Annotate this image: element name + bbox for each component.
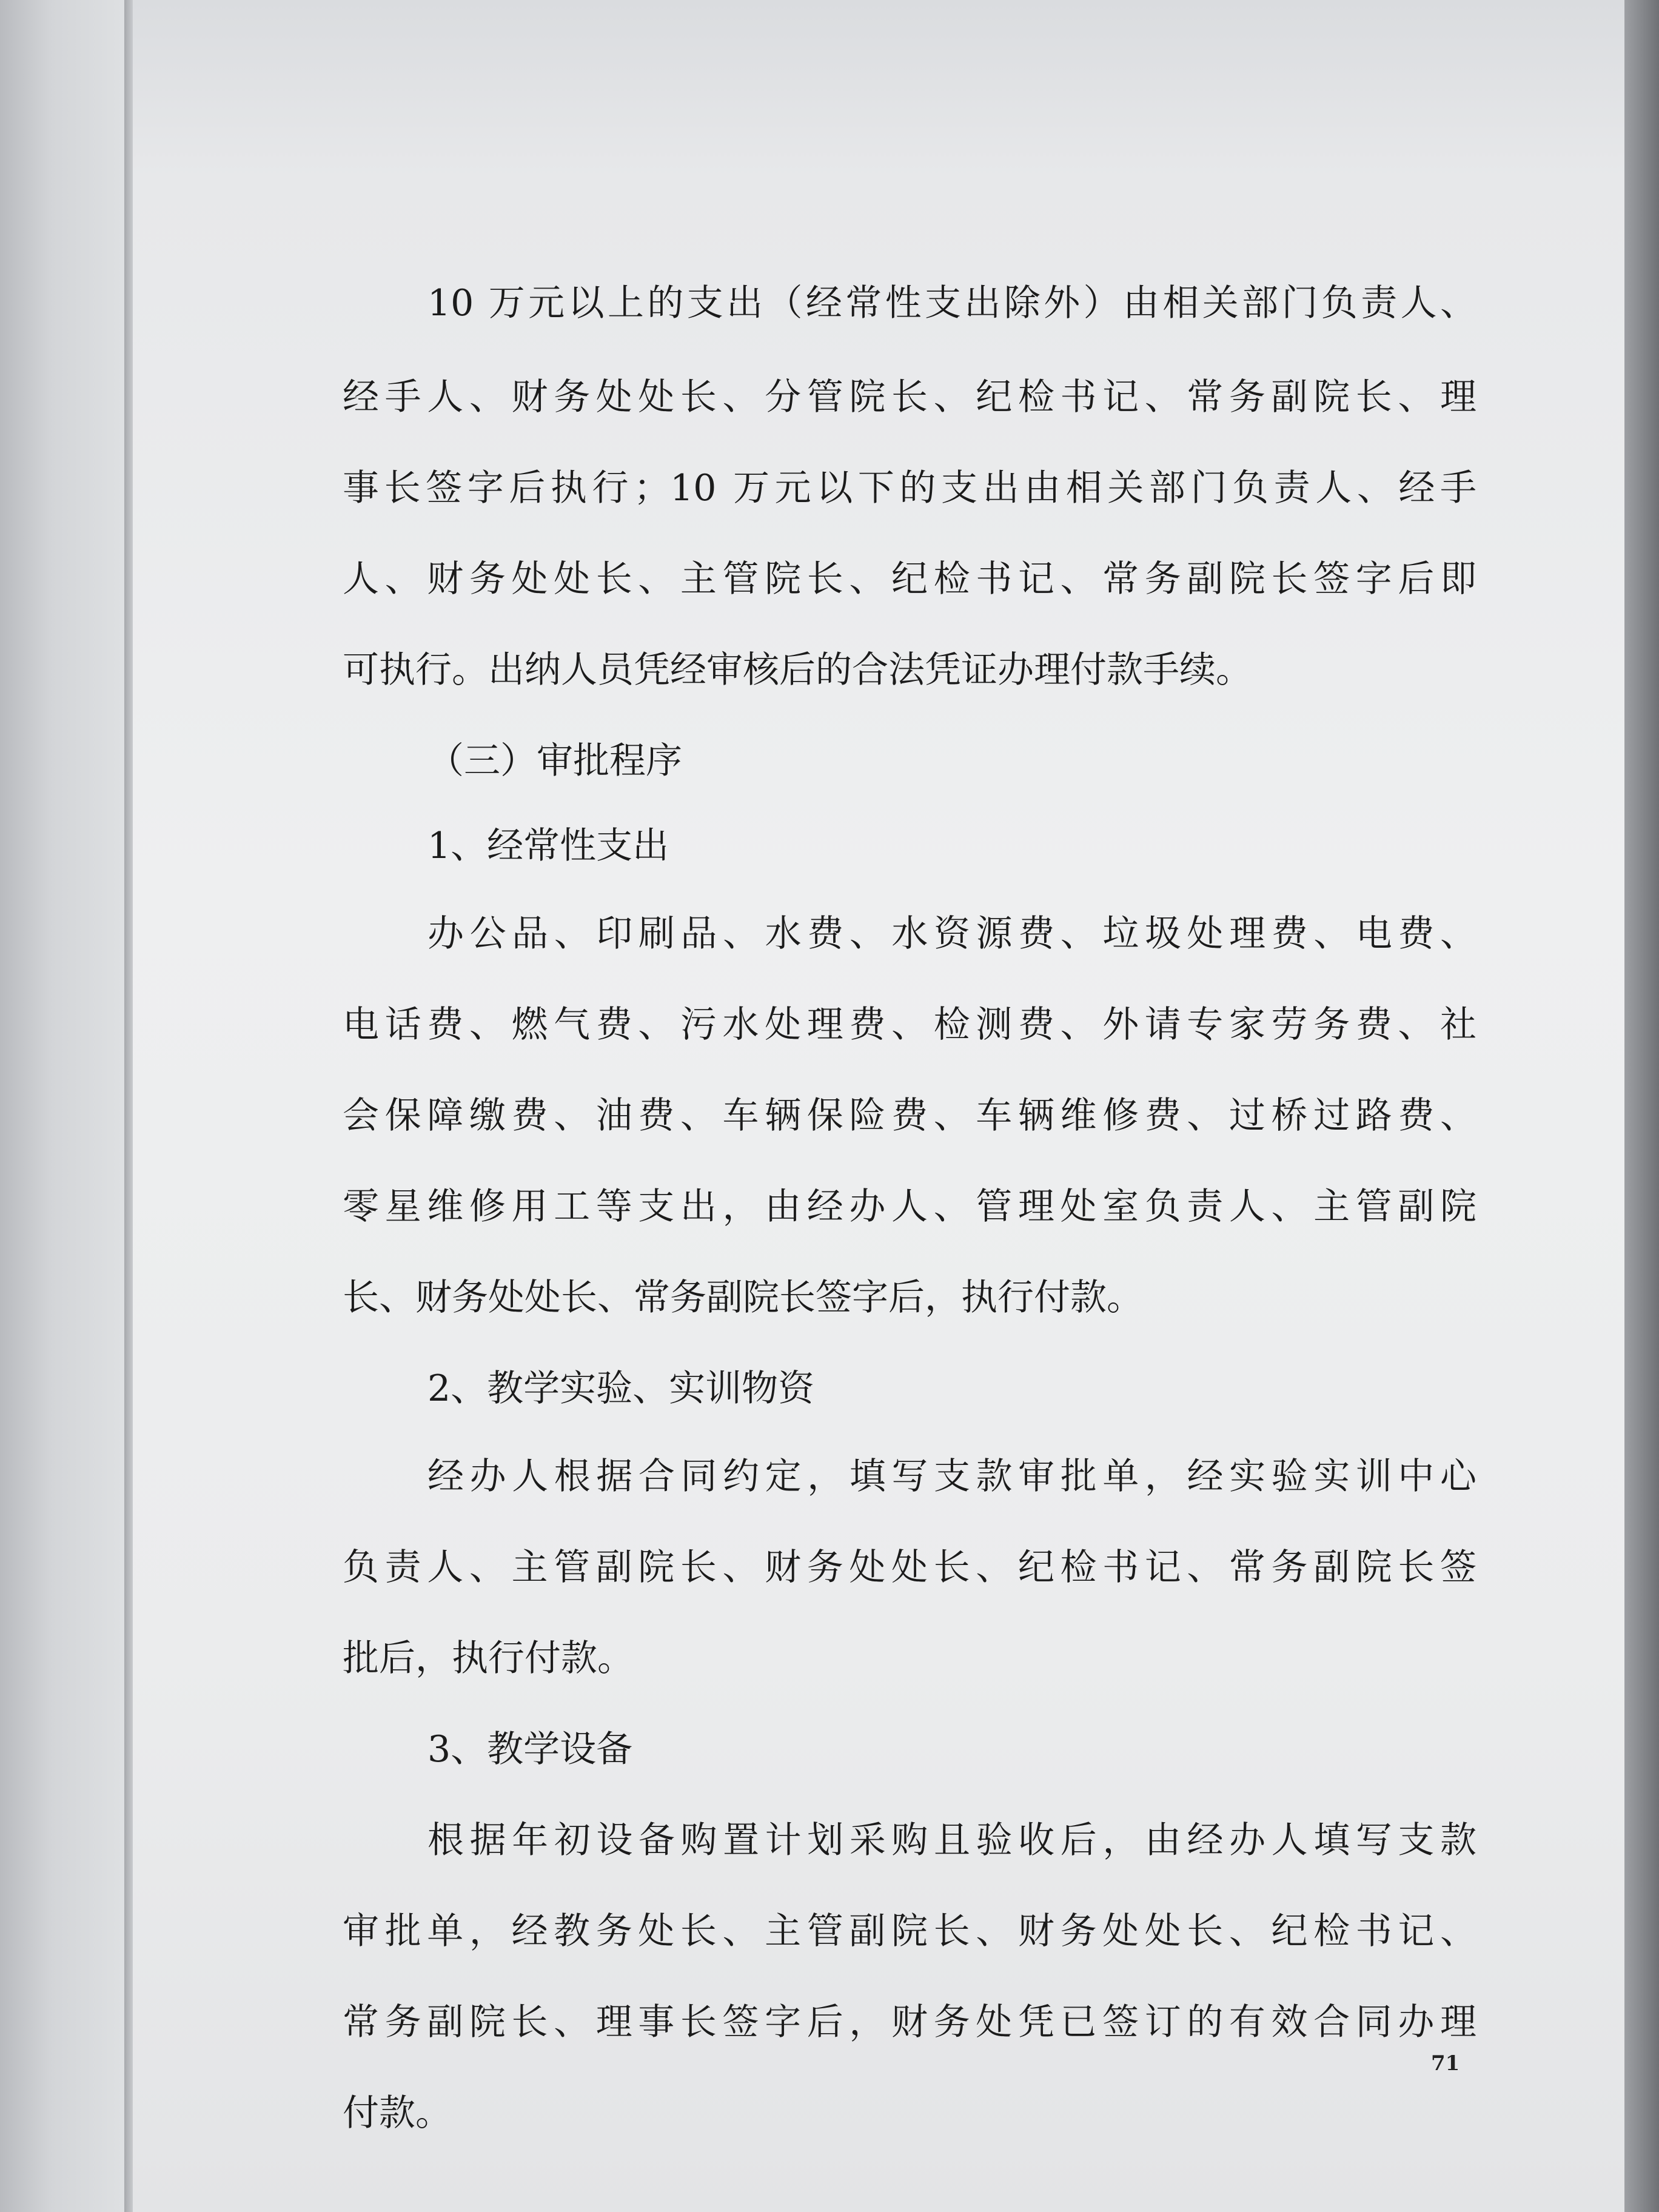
paragraph-1-line-1: 10 万元以上的支出（经常性支出除外）由相关部门负责人、: [427, 282, 1476, 324]
subheading-teaching-experiment-materials: 2、教学实验、实训物资: [427, 1367, 815, 1410]
paragraph-4-line-1: 根据年初设备购置计划采购且验收后，由经办人填写支款: [427, 1819, 1476, 1862]
paragraph-1-line-4: 人、财务处处长、主管院长、纪检书记、常务副院长签字后即: [343, 558, 1476, 600]
paragraph-2-line-5: 长、财务处处长、常务副院长签字后，执行付款。: [343, 1276, 1143, 1319]
paragraph-1-line-3: 事长签字后执行；10 万元以下的支出由相关部门负责人、经手: [343, 467, 1476, 509]
paragraph-2-line-4: 零星维修用工等支出，由经办人、管理处室负责人、主管副院: [343, 1185, 1476, 1228]
paragraph-2-line-1: 办公品、印刷品、水费、水资源费、垃圾处理费、电费、: [427, 913, 1476, 955]
page-number: 71: [1431, 2051, 1460, 2076]
section-heading-approval-procedure: （三）审批程序: [427, 740, 682, 782]
paragraph-1-line-2: 经手人、财务处处长、分管院长、纪检书记、常务副院长、理: [343, 376, 1476, 418]
paragraph-2-line-2: 电话费、燃气费、污水处理费、检测费、外请专家劳务费、社: [343, 1004, 1476, 1046]
paragraph-3-line-3: 批后，执行付款。: [343, 1637, 634, 1680]
subheading-teaching-equipment: 3、教学设备: [427, 1728, 633, 1771]
paragraph-4-line-4: 付款。: [343, 2092, 452, 2134]
page-edge-shadow: [124, 0, 133, 2212]
paragraph-4-line-3: 常务副院长、理事长签字后，财务处凭已签订的有效合同办理: [343, 2001, 1476, 2043]
paragraph-3-line-1: 经办人根据合同约定，填写支款审批单，经实验实训中心: [427, 1455, 1476, 1498]
paragraph-3-line-2: 负责人、主管副院长、财务处处长、纪检书记、常务副院长签: [343, 1546, 1476, 1589]
underlying-page: [0, 0, 130, 2212]
paragraph-4-line-2: 审批单，经教务处长、主管副院长、财务处处长、纪检书记、: [343, 1910, 1476, 1952]
paragraph-2-line-3: 会保障缴费、油费、车辆保险费、车辆维修费、过桥过路费、: [343, 1094, 1476, 1137]
paragraph-1-line-5: 可执行。出纳人员凭经审核后的合法凭证办理付款手续。: [343, 649, 1252, 691]
subheading-regular-expenses: 1、经常性支出: [427, 825, 669, 867]
right-edge-shadow: [1624, 0, 1659, 2212]
